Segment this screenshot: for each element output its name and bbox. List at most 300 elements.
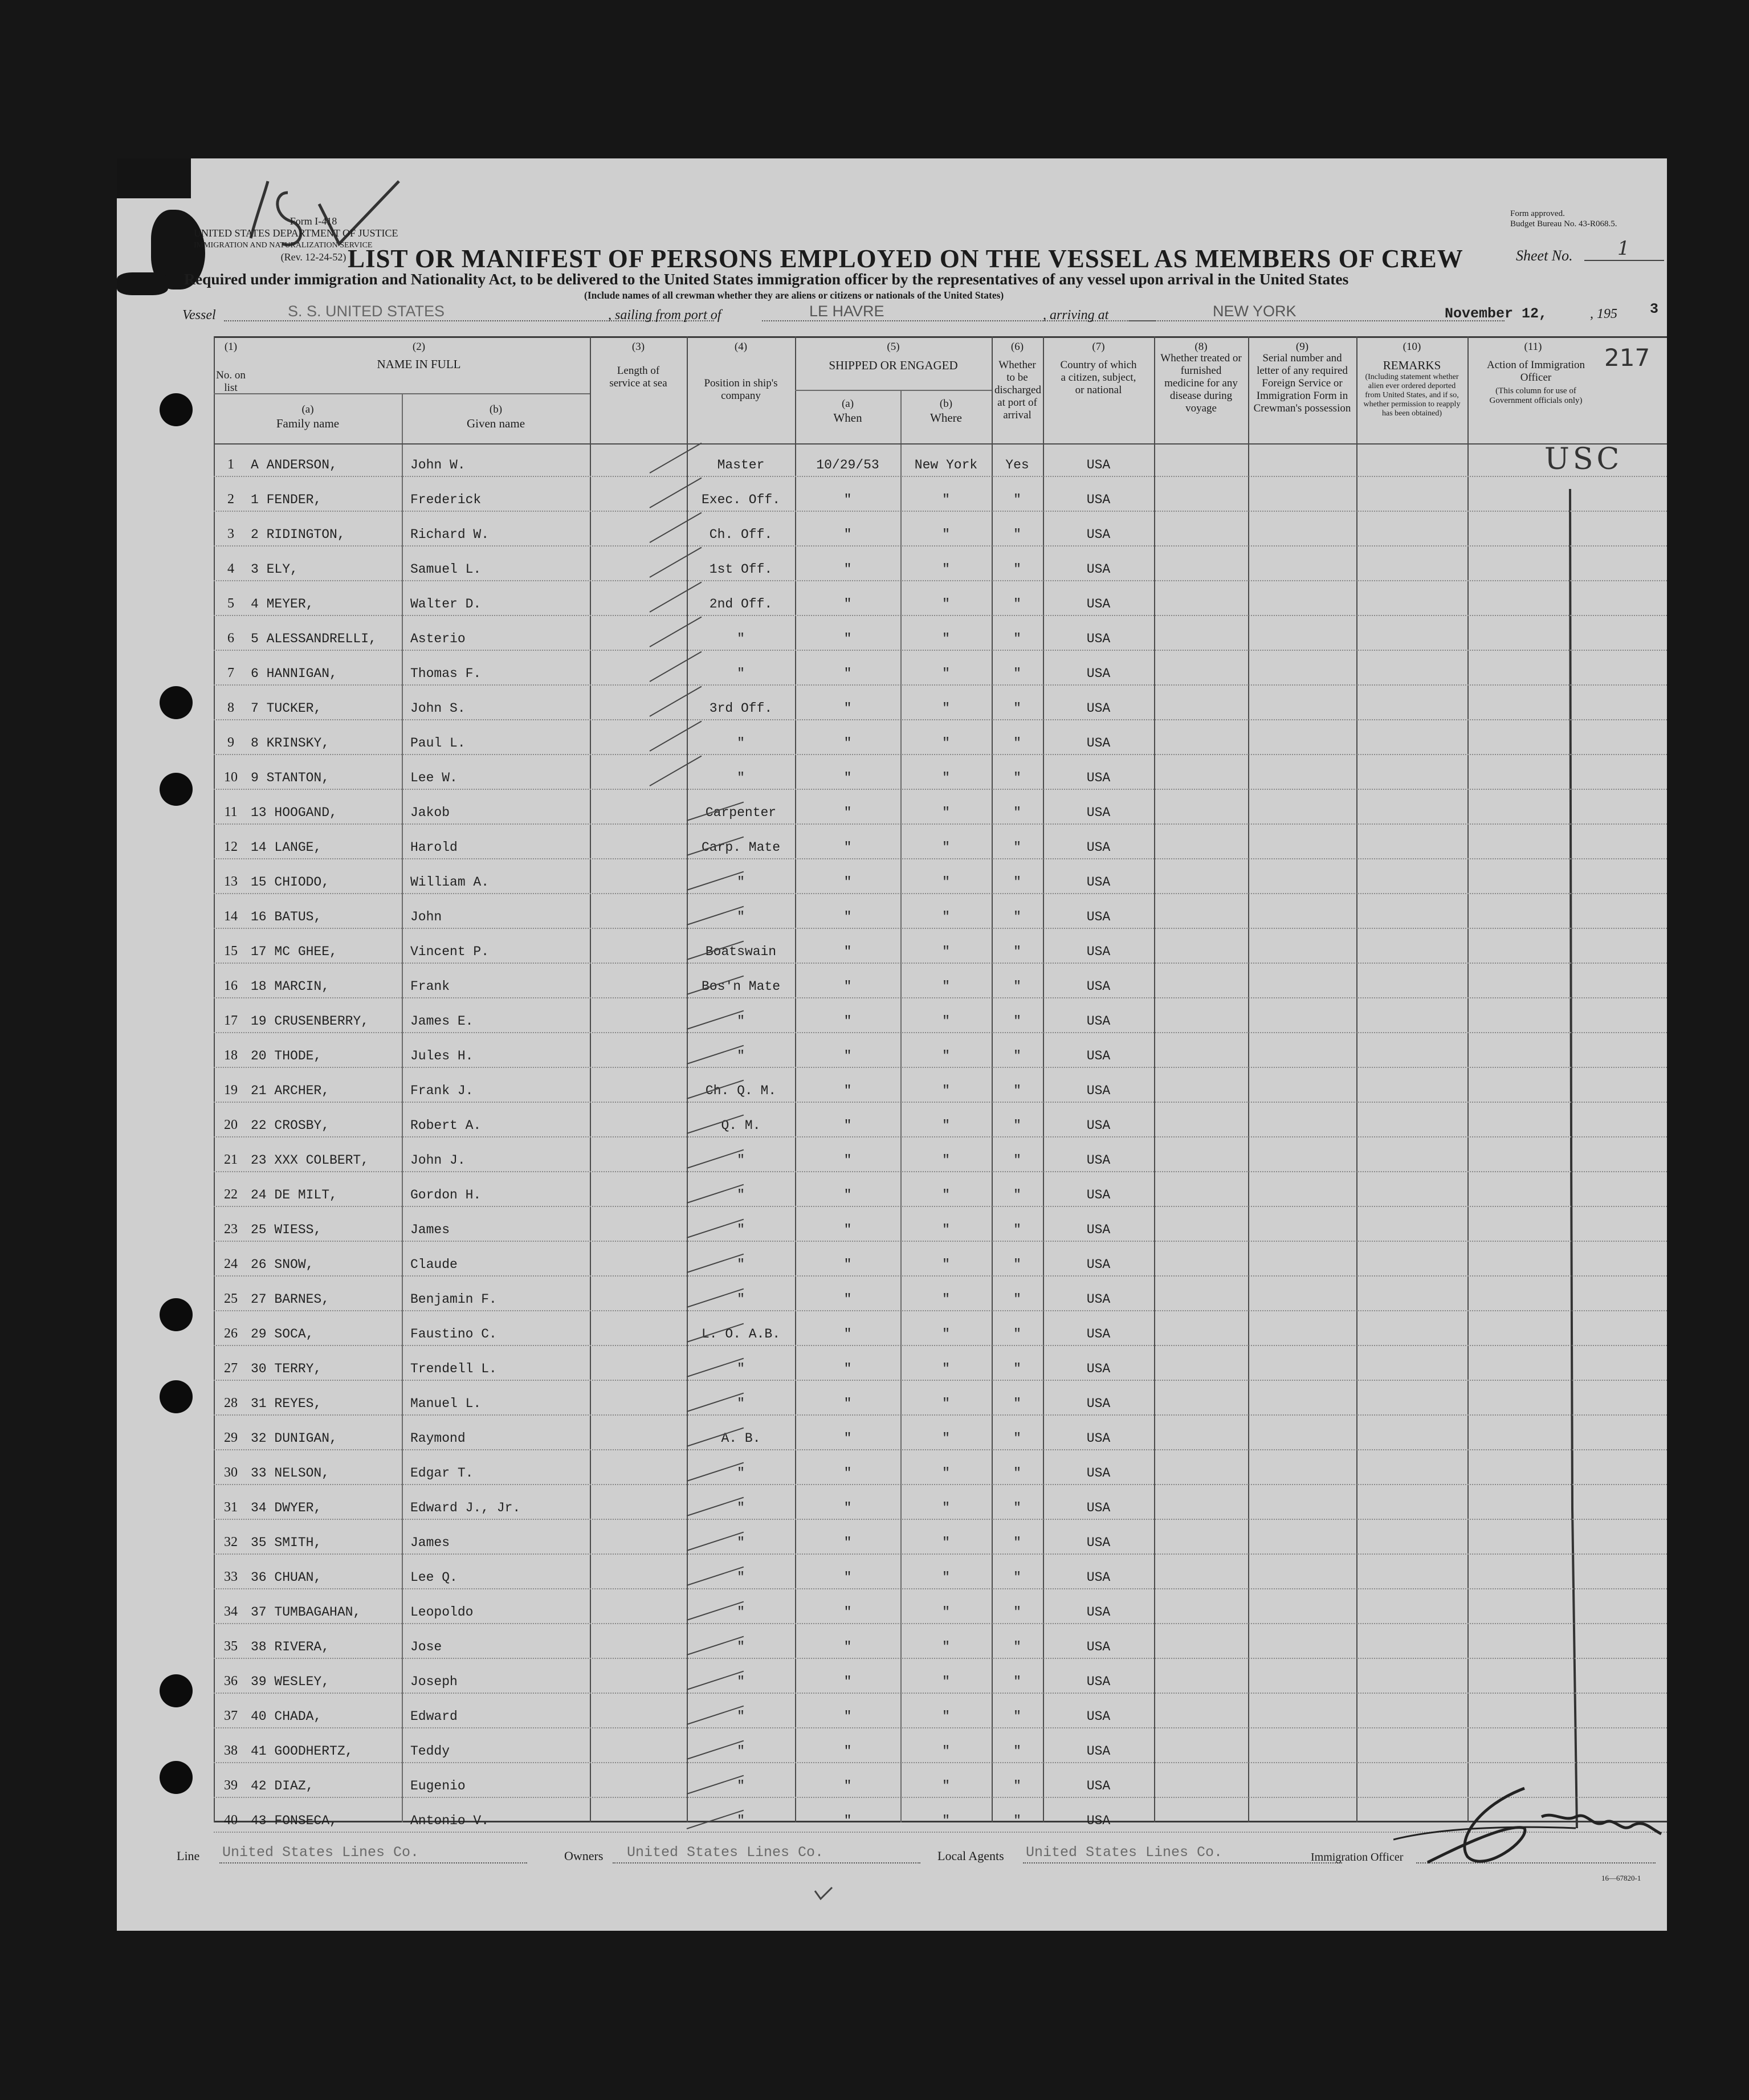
country: USA [1086,1118,1111,1133]
officer-signature [1393,1771,1667,1885]
shipped-where: " [942,1500,950,1515]
discharge: " [1013,1570,1021,1585]
form-number: Form I-418 [290,215,337,227]
family-name: 38 RIVERA, [251,1640,330,1654]
family-name: 17 MC GHEE, [251,944,337,959]
shipped-when: " [843,1396,852,1411]
shipped-where: " [942,1118,950,1133]
row-number: 35 [224,1639,238,1654]
country: USA [1086,1431,1111,1446]
shipped-when: " [843,1257,852,1272]
given-name: Manuel L. [410,1396,482,1411]
position: Carpenter [705,805,777,820]
country: USA [1086,1083,1111,1098]
row-rule [214,893,1667,894]
position: A. B. [721,1431,761,1446]
table-row [117,1521,1667,1556]
discharge: " [1013,1500,1021,1515]
discharge: " [1013,1744,1021,1759]
given-name: John W. [410,458,466,472]
family-name: 15 CHIODO, [251,875,330,890]
row-rule [214,754,1667,755]
shipped-when: " [843,1361,852,1376]
given-name: Frederick [410,492,482,507]
shipped-where: " [942,1605,950,1620]
table-row [117,1382,1667,1417]
family-name: 30 TERRY, [251,1361,322,1376]
position: " [737,770,745,785]
discharge: " [1013,1813,1021,1828]
position: Master [717,458,765,472]
given-name: James [410,1535,450,1550]
col2b-tag: (b) [489,403,503,415]
action-annotation: USC [1544,442,1623,476]
shipped-when: " [843,597,852,611]
country: USA [1086,492,1111,507]
country: USA [1086,631,1111,646]
country: USA [1086,1014,1111,1029]
family-name: 29 SOCA, [251,1327,314,1341]
row-rule [214,545,1667,547]
col5b-tag: (b) [939,398,953,410]
family-name: 25 WIESS, [251,1222,322,1237]
family-name: 4 MEYER, [251,597,314,611]
family-name: 35 SMITH, [251,1535,322,1550]
col10-note: (Including statement whether alien ever ordered deported from United States, and if so, whether permission to reapply has been obtained) [1363,373,1461,418]
country: USA [1086,1222,1111,1237]
family-name: 21 ARCHER, [251,1083,330,1098]
position: " [737,1292,745,1307]
family-name: 6 HANNIGAN, [251,666,337,681]
row-rule [214,1658,1667,1659]
ink-blot-small [117,272,168,295]
shipped-when: " [843,944,852,959]
row-rule [214,719,1667,720]
shipped-where: " [942,1049,950,1063]
crew-table-body [117,443,1667,1834]
row-rule [214,511,1667,512]
row-rule [214,1693,1667,1694]
family-name: 7 TUCKER, [251,701,322,716]
row-number: 19 [224,1083,238,1098]
row-number: 3 [227,527,234,541]
country: USA [1086,1570,1111,1585]
position: " [737,1570,745,1585]
given-name: Faustino C. [410,1327,497,1341]
row-rule [214,928,1667,929]
discharge: " [1013,1640,1021,1654]
footer-agents-underline [1023,1862,1342,1864]
row-number: 37 [224,1708,238,1723]
position: " [737,1361,745,1376]
row-number: 25 [224,1291,238,1306]
country: USA [1086,1361,1111,1376]
sheet-underline [1584,260,1664,261]
shipped-where: " [942,1744,950,1759]
country: USA [1086,1292,1111,1307]
country: USA [1086,562,1111,577]
footer-officer-label: Immigration Officer [1311,1851,1404,1864]
row-rule [214,1519,1667,1520]
position: " [737,875,745,890]
col2a-tag: (a) [301,403,314,415]
shipped-where: " [942,979,950,994]
given-name: Teddy [410,1744,450,1759]
discharge: " [1013,1014,1021,1029]
row-number: 38 [224,1743,238,1758]
family-name: 20 THODE, [251,1049,322,1063]
shipped-where: " [942,1222,950,1237]
shipped-when: " [843,805,852,820]
row-number: 36 [224,1674,238,1689]
discharge: " [1013,701,1021,716]
print-code: 16—67820-1 [1601,1874,1641,1882]
shipped-where: " [942,1292,950,1307]
page-title: LIST OR MANIFEST OF PERSONS EMPLOYED ON THE VESSEL AS MEMBERS OF CREW [348,244,1463,273]
given-name: Jules H. [410,1049,474,1063]
form-revision: (Rev. 12-24-52) [280,251,346,263]
country: USA [1086,1466,1111,1481]
table-row [117,861,1667,895]
row-number: 2 [227,492,234,507]
table-row [117,582,1667,617]
family-name: 13 HOOGAND, [251,805,337,820]
row-rule [214,580,1667,581]
col5a-header: When [833,411,862,425]
family-name: 36 CHUAN, [251,1570,322,1585]
row-rule [214,1484,1667,1485]
family-name: 1 FENDER, [251,492,322,507]
row-number: 17 [224,1013,238,1028]
country: USA [1086,840,1111,855]
shipped-when: " [843,1431,852,1446]
shipped-where: " [942,1257,950,1272]
departure-port: LE HAVRE [809,303,884,320]
row-rule [214,963,1667,964]
family-name: 41 GOODHERTZ, [251,1744,353,1759]
discharge: " [1013,944,1021,959]
shipped-when: " [843,910,852,924]
row-rule [214,1449,1667,1450]
family-name: 39 WESLEY, [251,1674,330,1689]
shipped-when: " [843,1779,852,1793]
shipped-when: " [843,1083,852,1098]
name-subline [214,393,590,394]
position: " [737,1014,745,1029]
footer-agents-value: United States Lines Co. [1026,1844,1223,1861]
row-number: 23 [224,1222,238,1237]
col11-header: Action of Immigration Officer [1486,359,1585,384]
shipped-where: " [942,492,950,507]
shipped-where: " [942,562,950,577]
given-name: Eugenio [410,1779,466,1793]
given-name: Lee W. [410,770,458,785]
shipped-when: " [843,1466,852,1481]
table-row [117,1069,1667,1104]
given-name: John [410,910,442,924]
given-name: James [410,1222,450,1237]
discharge: " [1013,1674,1021,1689]
family-name: 40 CHADA, [251,1709,322,1724]
shipped-when: " [843,840,852,855]
col8-number: (8) [1194,341,1208,353]
discharge: " [1013,631,1021,646]
check-mark [812,1885,835,1902]
discharge: " [1013,1466,1021,1481]
row-number: 12 [224,839,238,854]
family-name: 2 RIDINGTON, [251,527,345,542]
footer-line-label: Line [177,1849,200,1863]
position: Carp. Mate [701,840,781,855]
shipped-when: 10/29/53 [816,458,879,472]
discharge: " [1013,1396,1021,1411]
col1-number: (1) [224,341,238,353]
table-row [117,1660,1667,1695]
row-rule [214,476,1667,477]
row-number: 11 [224,805,238,819]
shipped-where: " [942,910,950,924]
discharge: " [1013,1431,1021,1446]
shipped-when: " [843,979,852,994]
position: Bos'n Mate [701,979,781,994]
shipped-when: " [843,1535,852,1550]
family-name: 31 REYES, [251,1396,322,1411]
row-rule [214,684,1667,686]
discharge: " [1013,527,1021,542]
given-name: Thomas F. [410,666,482,681]
shipped-when: " [843,1327,852,1341]
col9-header: Serial number and letter of any required Foreign Service or Immigration Form in Crewman's possession [1253,352,1351,414]
given-name: Jakob [410,805,450,820]
torn-corner [117,158,191,198]
row-rule [214,1136,1667,1137]
approval-line1: Form approved. [1510,209,1565,218]
country: USA [1086,875,1111,890]
subtitle-note: (Include names of all crewman whether they are aliens or citizens or nationals of the United States) [584,289,1004,301]
discharge: " [1013,910,1021,924]
col4-header: Position in ship's company [704,377,778,402]
table-row [117,965,1667,1000]
position: " [737,1153,745,1168]
table-row [117,548,1667,582]
given-name: Claude [410,1257,458,1272]
shipped-when: " [843,666,852,681]
given-name: Samuel L. [410,562,482,577]
given-name: Leopoldo [410,1605,474,1620]
row-rule [214,1380,1667,1381]
row-rule [214,1588,1667,1589]
family-name: 33 NELSON, [251,1466,330,1481]
shipped-where: " [942,1014,950,1029]
position: " [737,631,745,646]
given-name: James E. [410,1014,474,1029]
position: 3rd Off. [709,701,773,716]
shipped-when: " [843,1605,852,1620]
discharge: " [1013,1188,1021,1202]
col10-header: REMARKS [1383,358,1441,372]
col2-header: NAME IN FULL [377,357,461,371]
col2-number: (2) [412,341,426,353]
discharge: " [1013,1327,1021,1341]
shipped-where: " [942,1709,950,1724]
footer-line-underline [219,1862,527,1864]
discharge: " [1013,1257,1021,1272]
discharge: " [1013,736,1021,751]
row-number: 22 [224,1187,238,1202]
table-row [117,826,1667,861]
shipped-when: " [843,1709,852,1724]
col9-number: (9) [1295,341,1309,353]
table-row [117,1000,1667,1034]
position: 1st Off. [709,562,773,577]
shipped-where: New York [914,458,978,472]
table-row [117,687,1667,721]
given-name: Edward J., Jr. [410,1500,521,1515]
country: USA [1086,1153,1111,1168]
position: Boatswain [705,944,777,959]
discharge: " [1013,1605,1021,1620]
discharge: " [1013,1535,1021,1550]
shipped-where: " [942,1813,950,1828]
position: " [737,1709,745,1724]
shipped-when: " [843,1640,852,1654]
shipped-where: " [942,1327,950,1341]
row-rule [214,1762,1667,1763]
country: USA [1086,805,1111,820]
table-row [117,1347,1667,1382]
col3-header: Length of service at sea [609,365,667,389]
row-number: 39 [224,1778,238,1793]
shipped-when: " [843,770,852,785]
shipped-when: " [843,1188,852,1202]
sheet-number: 1 [1617,237,1630,260]
given-name: Joseph [410,1674,458,1689]
country: USA [1086,597,1111,611]
shipped-where: " [942,1674,950,1689]
col5a-tag: (a) [841,398,854,410]
row-number: 14 [224,909,238,924]
subtitle: Required under immigration and Nationality Act, to be delivered to the United States immigration officer by the representatives of any vessel upon arrival in the United States [184,270,1349,288]
country: USA [1086,1500,1111,1515]
shipped-where: " [942,1466,950,1481]
position: L. O. A.B. [701,1327,781,1341]
row-rule [214,650,1667,651]
country: USA [1086,1813,1111,1828]
given-name: Trendell L. [410,1361,497,1376]
col7-header: Country of which a citizen, subject, or national [1060,359,1137,396]
table-row [117,443,1667,478]
country: USA [1086,1744,1111,1759]
shipped-where: " [942,666,950,681]
family-name: 8 KRINSKY, [251,736,330,751]
country: USA [1086,1709,1111,1724]
table-row [117,721,1667,756]
shipped-where: " [942,805,950,820]
discharge: " [1013,1779,1021,1793]
col3-number: (3) [631,341,645,353]
shipped-when: " [843,1292,852,1307]
shipped-when: " [843,1744,852,1759]
row-number: 33 [224,1569,238,1584]
table-row [117,1208,1667,1243]
row-number: 30 [224,1465,238,1480]
table-row [117,756,1667,791]
shipped-when: " [843,1014,852,1029]
table-row [117,1730,1667,1764]
position: " [737,1535,745,1550]
country: USA [1086,1049,1111,1063]
table-row [117,1243,1667,1278]
shipped-where: " [942,1640,950,1654]
family-name: 26 SNOW, [251,1257,314,1272]
family-name: 14 LANGE, [251,840,322,855]
discharge: " [1013,1709,1021,1724]
shipped-when: " [843,1500,852,1515]
year-prefix: , 195 [1590,307,1617,321]
position: " [737,1779,745,1793]
position: Q. M. [721,1118,761,1133]
row-number: 40 [224,1813,238,1828]
shipped-when: " [843,1049,852,1063]
shipped-when: " [843,875,852,890]
shipped-where: " [942,1361,950,1376]
shipped-where: " [942,770,950,785]
table-row [117,1417,1667,1451]
row-number: 29 [224,1430,238,1445]
position: " [737,736,745,751]
family-name: 43 FONSECA, [251,1813,337,1828]
country: USA [1086,1535,1111,1550]
country: USA [1086,1327,1111,1341]
family-name: 3 ELY, [251,562,298,577]
col5b-header: Where [930,411,962,425]
family-name: 22 CROSBY, [251,1118,330,1133]
discharge: " [1013,805,1021,820]
row-number: 1 [227,457,234,472]
row-rule [214,858,1667,859]
col6-number: (6) [1010,341,1024,353]
country: USA [1086,910,1111,924]
position: Exec. Off. [701,492,781,507]
country: USA [1086,701,1111,716]
discharge: Yes [1005,458,1029,472]
footer-owners-underline [613,1862,920,1864]
row-number: 6 [227,631,234,646]
position: Ch. Off. [709,527,773,542]
country: USA [1086,979,1111,994]
shipped-where: " [942,527,950,542]
country: USA [1086,944,1111,959]
vessel-label: Vessel [182,308,216,323]
discharge: " [1013,1222,1021,1237]
given-name: John S. [410,701,466,716]
department-name: UNITED STATES DEPARTMENT OF JUSTICE [194,227,398,239]
row-number: 4 [227,561,234,576]
country: USA [1086,1640,1111,1654]
given-name: Jose [410,1640,442,1654]
row-rule [214,1032,1667,1033]
discharge: " [1013,979,1021,994]
given-name: Paul L. [410,736,466,751]
country: USA [1086,1188,1111,1202]
discharge: " [1013,840,1021,855]
position: " [737,1257,745,1272]
position: " [737,910,745,924]
row-rule [214,1171,1667,1172]
sailing-from-label: , sailing from port of [608,308,721,323]
shipped-where: " [942,631,950,646]
row-rule [214,1345,1667,1346]
